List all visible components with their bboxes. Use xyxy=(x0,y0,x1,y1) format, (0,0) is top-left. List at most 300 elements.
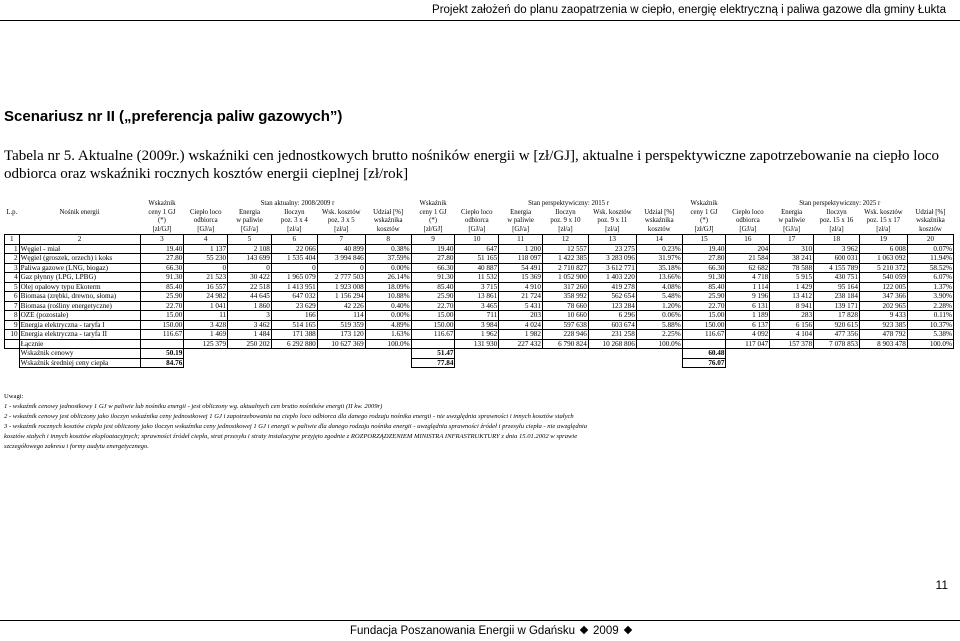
table-cell: 25.90 xyxy=(140,292,184,302)
avg-heat-price-row-label: Wskaźnik średniej ceny ciepła xyxy=(19,358,140,368)
table-cell: 1 413 951 xyxy=(271,282,317,292)
table-cell: 1 962 xyxy=(455,330,499,340)
col-header-4-line-2: odbiorca xyxy=(193,217,218,224)
table-cell: 514 165 xyxy=(271,320,317,330)
table-cell: 9 196 xyxy=(726,292,770,302)
col-header-10-line-1: Ciepło loco xyxy=(461,208,493,216)
table-cell: 150.00 xyxy=(411,320,455,330)
col-header-12-line-3: [zł/a] xyxy=(558,225,573,233)
note-3-cont2: szczegółowego zakresu i formy audytu energetycznego. xyxy=(4,443,149,450)
table-cell: 17 828 xyxy=(814,311,860,321)
table-cell: 310 xyxy=(770,244,814,254)
col-number: 5 xyxy=(228,235,272,245)
table-cell: 478 792 xyxy=(859,330,907,340)
col-header-14-line-2: wskaźnika xyxy=(644,217,674,224)
table-cell: 647 032 xyxy=(271,292,317,302)
table-cell: 477 356 xyxy=(814,330,860,340)
table-cell: 3 612 771 xyxy=(588,263,636,273)
avg-heat-price-row xyxy=(5,358,954,368)
col-number: 13 xyxy=(588,235,636,245)
group-label-wsk-1: Wskaźnik xyxy=(148,200,176,207)
col-header-19-line-2: poz. 15 x 17 xyxy=(866,217,901,224)
table-cell: 4 024 xyxy=(499,320,543,330)
table-cell: 139 171 xyxy=(814,301,860,311)
page-number: 11 xyxy=(935,578,948,592)
table-cell: 150.00 xyxy=(682,320,726,330)
col-number: 1 xyxy=(5,235,20,245)
table-cell: 3 428 xyxy=(184,320,228,330)
table-cell: 4 718 xyxy=(726,273,770,283)
col-header-13-line-2: poz. 9 x 11 xyxy=(597,217,628,224)
table-cell: 0.11% xyxy=(907,311,953,321)
table-cell: 44 645 xyxy=(228,292,272,302)
table-cell: 23 629 xyxy=(271,301,317,311)
col-header-5-line-2: w paliwie xyxy=(236,217,263,224)
table-cell: 6.07% xyxy=(907,273,953,283)
table-cell: 23 275 xyxy=(588,244,636,254)
col-header-17-line-2: w paliwie xyxy=(778,217,805,224)
col-header-20-line-1: Udział [%] xyxy=(915,208,946,216)
avg-heat-price-row-value-2009: 84.76 xyxy=(140,358,184,368)
col-number: 14 xyxy=(636,235,682,245)
table-row xyxy=(5,244,954,254)
table-cell: 78 588 xyxy=(770,263,814,273)
table-cell: 11 xyxy=(184,311,228,321)
table-cell: 3 962 xyxy=(814,244,860,254)
table-cell: 31.97% xyxy=(636,254,682,264)
table-cell: 5.38% xyxy=(907,330,953,340)
table-cell: 3 xyxy=(5,263,20,273)
table-cell: 600 031 xyxy=(814,254,860,264)
col-header-6-line-2: poz. 3 x 4 xyxy=(280,217,308,224)
col-number: 20 xyxy=(907,235,953,245)
table-cell: 203 xyxy=(499,311,543,321)
table-cell: 27.80 xyxy=(682,254,726,264)
table-cell: 21 523 xyxy=(184,273,228,283)
header-rule xyxy=(0,20,960,21)
table-cell: 22.70 xyxy=(411,301,455,311)
table-cell: 91.30 xyxy=(140,273,184,283)
col-number: 4 xyxy=(184,235,228,245)
energy-carrier-cell: OZE (pozostałe) xyxy=(19,311,140,321)
col-header-12-line-1: Iloczyn xyxy=(555,208,576,216)
table-cell: 1.63% xyxy=(365,330,411,340)
table-cell: 85.40 xyxy=(682,282,726,292)
diamond-icon xyxy=(580,626,588,634)
notes-title: Uwagi: xyxy=(4,393,24,400)
col-header-18-line-3: [zł/a] xyxy=(829,225,844,233)
table-cell: 3 715 xyxy=(455,282,499,292)
col-header-7-line-1: Wsk. kosztów xyxy=(321,208,361,216)
table-cell: 3 984 xyxy=(455,320,499,330)
col-header-20-line-2: wskaźnika xyxy=(916,217,945,224)
table-row xyxy=(5,292,954,302)
table-cell: 9 xyxy=(5,320,20,330)
table-cell: 35.18% xyxy=(636,263,682,273)
energy-carrier-cell: Energia elektryczna - taryfa II xyxy=(19,330,140,340)
col-lp-header: L.p. xyxy=(6,208,18,216)
table-cell: 171 388 xyxy=(271,330,317,340)
col-header-11-line-2: w paliwie xyxy=(507,217,534,224)
col-header-3-line-3: [zł/GJ] xyxy=(152,225,172,233)
table-cell: 597 638 xyxy=(542,320,588,330)
table-cell: 283 xyxy=(770,311,814,321)
table-cell: 16 557 xyxy=(184,282,228,292)
total-cell: 100.0% xyxy=(365,339,411,349)
table-cell: 8 941 xyxy=(770,301,814,311)
table-cell: 519 359 xyxy=(317,320,365,330)
table-cell: 11 532 xyxy=(455,273,499,283)
table-cell: 3 462 xyxy=(228,320,272,330)
col-header-9-line-1: ceny 1 GJ xyxy=(419,208,447,216)
col-header-7-line-2: poz. 3 x 5 xyxy=(327,217,355,224)
table-cell: 8 xyxy=(5,311,20,321)
table-cell: 91.30 xyxy=(411,273,455,283)
table-cell: 19.40 xyxy=(411,244,455,254)
table-cell: 37.59% xyxy=(365,254,411,264)
group-label-wsk-2: Wskaźnik xyxy=(419,200,447,207)
table-cell: 2 108 xyxy=(228,244,272,254)
note-2: 2 - wskaźnik cenowy jest obliczony jako iloczyn wskaźnika ceny jednostkowej 1 GJ i zapotrzebowania na ciepło loco odbiorca dla danego rodzaju nośnika energii - nie uwzględnia sprawności i innych kosztów stałych xyxy=(4,413,574,420)
footer-org: Fundacja Poszanowania Energii w Gdańsku xyxy=(350,625,576,637)
table-cell: 0.00% xyxy=(365,263,411,273)
total-label: Łącznie xyxy=(19,339,140,349)
table-cell: 238 184 xyxy=(814,292,860,302)
total-cell: 250 202 xyxy=(228,339,272,349)
table-cell: 123 284 xyxy=(588,301,636,311)
col-header-13-line-3: [zł/a] xyxy=(605,225,620,233)
note-1: 1 - wskaźnik cenowy jednostkowy 1 GJ w paliwie lub nośniku energii - jest obliczony wg. aktualnych cen brutto nośników energii (II kw. 2009r) xyxy=(4,403,383,410)
col-number: 2 xyxy=(19,235,140,245)
table-cell: 1 484 xyxy=(228,330,272,340)
table-cell: 66.30 xyxy=(682,263,726,273)
table-cell: 0.40% xyxy=(365,301,411,311)
col-header-19-line-1: Wsk. kosztów xyxy=(864,208,903,216)
table-cell: 18.09% xyxy=(365,282,411,292)
table-cell: 4 910 xyxy=(499,282,543,292)
col-header-17-line-3: [GJ/a] xyxy=(783,225,801,233)
col-header-15-line-1: ceny 1 GJ xyxy=(690,208,718,216)
table-cell: 25.90 xyxy=(682,292,726,302)
footer xyxy=(350,625,637,637)
col-header-8-line-3: kosztów xyxy=(376,225,400,233)
total-cell: 100.0% xyxy=(907,339,953,349)
table-cell: 4 xyxy=(5,273,20,283)
table-cell: 26.14% xyxy=(365,273,411,283)
table-cell: 118 097 xyxy=(499,254,543,264)
energy-carrier-cell: Biomasa (rośliny energetyczne) xyxy=(19,301,140,311)
total-cell: 8 903 478 xyxy=(859,339,907,349)
table-cell: 0.00% xyxy=(365,311,411,321)
table-cell: 15 369 xyxy=(499,273,543,283)
table-cell: 231 258 xyxy=(588,330,636,340)
energy-carrier-cell: Węgiel (groszek, orzech) i koks xyxy=(19,254,140,264)
table-cell: 85.40 xyxy=(140,282,184,292)
col-number: 12 xyxy=(542,235,588,245)
page-header: Projekt założeń do planu zaopatrzenia w ciepło, energię elektryczną i paliwa gazowe dla gminy Łukta xyxy=(432,4,946,16)
group-header-2009: Stan aktualny: 2008/2009 r xyxy=(260,200,335,207)
total-cell xyxy=(140,339,184,349)
table-cell: 1 469 xyxy=(184,330,228,340)
table-cell: 0 xyxy=(228,263,272,273)
table-cell: 95 164 xyxy=(814,282,860,292)
total-cell: 10 627 369 xyxy=(317,339,365,349)
table-cell: 0.23% xyxy=(636,244,682,254)
col-header-18-line-1: Iloczyn xyxy=(826,208,847,216)
col-header-7-line-3: [zł/a] xyxy=(334,225,349,233)
table-cell: 78 660 xyxy=(542,301,588,311)
table-cell: 40 887 xyxy=(455,263,499,273)
table-cell: 30 422 xyxy=(228,273,272,283)
table-cell: 1 052 900 xyxy=(542,273,588,283)
total-cell: 6 790 824 xyxy=(542,339,588,349)
table-cell: 10 660 xyxy=(542,311,588,321)
table-cell: 1 137 xyxy=(184,244,228,254)
col-header-6-line-3: [zł/a] xyxy=(287,225,302,233)
table-row xyxy=(5,273,954,283)
table-cell: 22.70 xyxy=(140,301,184,311)
table-cell: 19.40 xyxy=(682,244,726,254)
table-cell: 5 xyxy=(5,282,20,292)
group-header-2015: Stan perspektywiczny: 2015 r xyxy=(528,200,610,207)
col-header-9-line-3: [zł/GJ] xyxy=(423,225,443,233)
table-cell: 5 210 372 xyxy=(859,263,907,273)
table-cell: 6 156 xyxy=(770,320,814,330)
total-cell: 117 047 xyxy=(726,339,770,349)
table-cell: 1 923 008 xyxy=(317,282,365,292)
column-numbers-row xyxy=(5,235,954,245)
table-cell: 1 063 092 xyxy=(859,254,907,264)
table-cell: 22 518 xyxy=(228,282,272,292)
note-3-cont: kosztów stałych i innych kosztów eksploatacyjnych; sprawności źródeł ciepła, strat przesyłu i straty instalacyjne przyjęto zgodnie z ROZPORZĄDZENIEM MINISTRA INFRASTRUKTURY z dnia 15.01.2002 w sprawie xyxy=(4,433,578,440)
table-cell: 0.07% xyxy=(907,244,953,254)
table-cell: 3.90% xyxy=(907,292,953,302)
table-cell: 2.25% xyxy=(636,330,682,340)
table-cell: 711 xyxy=(455,311,499,321)
table-cell: 25.90 xyxy=(411,292,455,302)
total-cell xyxy=(682,339,726,349)
footer-year: 2009 xyxy=(593,625,619,637)
table-cell: 116.67 xyxy=(140,330,184,340)
table-cell: 10.37% xyxy=(907,320,953,330)
col-header-15-line-2: (*) xyxy=(700,217,709,224)
col-header-4-line-1: Ciepło loco xyxy=(189,208,222,216)
col-number: 7 xyxy=(317,235,365,245)
table-cell: 0 xyxy=(317,263,365,273)
table-cell: 540 059 xyxy=(859,273,907,283)
table-cell: 317 260 xyxy=(542,282,588,292)
table-cell: 54 491 xyxy=(499,263,543,273)
table-cell: 19.40 xyxy=(140,244,184,254)
table-cell: 3 xyxy=(228,311,272,321)
col-header-12-line-2: poz. 9 x 10 xyxy=(550,217,581,224)
total-cell: 10 268 806 xyxy=(588,339,636,349)
col-number: 10 xyxy=(455,235,499,245)
table-cell: 1.20% xyxy=(636,301,682,311)
table-cell: 0.38% xyxy=(365,244,411,254)
table-cell: 10.88% xyxy=(365,292,411,302)
total-cell: 131 930 xyxy=(455,339,499,349)
table-cell: 1 114 xyxy=(726,282,770,292)
table-cell: 66.30 xyxy=(140,263,184,273)
note-3: 3 - wskaźnik rocznych kosztów ciepła jest obliczony jako iloczyn wskaźnika ceny jednostkowej 1 GJ i energii w paliwie dla danego rodzaju nośnika energii - uwzględnia sprawności źródeł i przesyłu ciepła - nie uwzględnia xyxy=(4,423,588,430)
table-cell: 66.30 xyxy=(411,263,455,273)
table-cell: 91.30 xyxy=(682,273,726,283)
table-cell: 27.80 xyxy=(411,254,455,264)
col-header-10-line-3: [GJ/a] xyxy=(468,225,486,233)
table-cell: 2 710 827 xyxy=(542,263,588,273)
table-cell: 22.70 xyxy=(682,301,726,311)
avg-heat-price-row-value-2015: 77.84 xyxy=(411,358,455,368)
avg-heat-price-row-value-2025: 76.07 xyxy=(682,358,726,368)
data-table-wrapper xyxy=(4,200,954,368)
energy-carrier-cell: Energia elektryczna - taryfa I xyxy=(19,320,140,330)
table-cell: 647 xyxy=(455,244,499,254)
table-row xyxy=(5,311,954,321)
table-cell: 13 412 xyxy=(770,292,814,302)
table-cell: 116.67 xyxy=(682,330,726,340)
price-index-row xyxy=(5,349,954,359)
col-number: 18 xyxy=(814,235,860,245)
table-cell: 6 137 xyxy=(726,320,770,330)
table-cell: 6 xyxy=(5,292,20,302)
table-cell: 4 092 xyxy=(726,330,770,340)
table-cell: 1 429 xyxy=(770,282,814,292)
total-cell: 100.0% xyxy=(636,339,682,349)
table-cell: 21 724 xyxy=(499,292,543,302)
table-cell: 2.28% xyxy=(907,301,953,311)
table-cell: 27.80 xyxy=(140,254,184,264)
col-header-14-line-1: Udział [%] xyxy=(644,208,675,216)
group-label-wsk-3: Wskaźnik xyxy=(690,200,718,207)
table-cell: 2 xyxy=(5,254,20,264)
table-cell: 166 xyxy=(271,311,317,321)
col-header-8-line-2: wskaźnika xyxy=(373,217,403,224)
energy-carrier-cell: Paliwa gazowe (LNG, biogaz) xyxy=(19,263,140,273)
table-row xyxy=(5,254,954,264)
col-header-5-line-1: Energia xyxy=(238,208,260,216)
col-number: 15 xyxy=(682,235,726,245)
table-cell: 1 189 xyxy=(726,311,770,321)
table-cell: 0 xyxy=(271,263,317,273)
table-cell: 15.00 xyxy=(682,311,726,321)
col-number: 9 xyxy=(411,235,455,245)
table-cell: 430 751 xyxy=(814,273,860,283)
table-cell: 150.00 xyxy=(140,320,184,330)
table-cell: 3 283 096 xyxy=(588,254,636,264)
price-index-row-label: Wskaźnik cenowy xyxy=(19,349,140,359)
table-cell: 62 682 xyxy=(726,263,770,273)
table-cell: 173 120 xyxy=(317,330,365,340)
table-cell: 923 385 xyxy=(859,320,907,330)
total-cell: 7 078 853 xyxy=(814,339,860,349)
col-number: 17 xyxy=(770,235,814,245)
table-cell: 5 431 xyxy=(499,301,543,311)
table-cell: 3 465 xyxy=(455,301,499,311)
col-header-8-line-1: Udział [%] xyxy=(373,208,404,216)
col-header-15-line-3: [zł/GJ] xyxy=(694,225,714,233)
table-cell: 920 615 xyxy=(814,320,860,330)
price-index-row-value-2025: 60.48 xyxy=(682,349,726,359)
col-header-11-line-3: [GJ/a] xyxy=(512,225,530,233)
table-cell: 38 241 xyxy=(770,254,814,264)
table-cell: 1 860 xyxy=(228,301,272,311)
total-cell: 125 379 xyxy=(184,339,228,349)
table-cell: 42 226 xyxy=(317,301,365,311)
col-number: 6 xyxy=(271,235,317,245)
table-cell: 85.40 xyxy=(411,282,455,292)
table-cell: 419 278 xyxy=(588,282,636,292)
table-cell: 358 992 xyxy=(542,292,588,302)
energy-carrier-cell: Biomasa (zrębki, drewno, słoma) xyxy=(19,292,140,302)
col-header-18-line-2: poz. 15 x 16 xyxy=(819,217,854,224)
energy-carrier-cell: Olej opałowy typu Ekoterm xyxy=(19,282,140,292)
table-row xyxy=(5,301,954,311)
col-header-14-line-3: kosztów xyxy=(647,225,671,233)
table-cell: 5 915 xyxy=(770,273,814,283)
table-cell: 51 165 xyxy=(455,254,499,264)
col-nosnik-header: Nośnik energii xyxy=(59,208,100,216)
diamond-icon xyxy=(623,626,631,634)
table-cell: 40 899 xyxy=(317,244,365,254)
table-cell: 5.48% xyxy=(636,292,682,302)
col-header-13-line-1: Wsk. kosztów xyxy=(593,208,632,216)
table-cell: 1 200 xyxy=(499,244,543,254)
col-header-17-line-1: Energia xyxy=(781,208,803,216)
total-cell: 157 378 xyxy=(770,339,814,349)
table-cell: 22 066 xyxy=(271,244,317,254)
data-table xyxy=(4,200,954,368)
table-cell: 55 230 xyxy=(184,254,228,264)
table-cell: 0 xyxy=(184,263,228,273)
table-row xyxy=(5,263,954,273)
total-row xyxy=(5,339,954,349)
total-cell xyxy=(411,339,455,349)
col-header-16-line-2: odbiorca xyxy=(735,217,760,224)
table-cell: 7 xyxy=(5,301,20,311)
col-header-16-line-1: Ciepło loco xyxy=(732,208,764,216)
col-number: 8 xyxy=(365,235,411,245)
total-cell: 227 432 xyxy=(499,339,543,349)
table-cell: 21 584 xyxy=(726,254,770,264)
col-header-4-line-3: [GJ/a] xyxy=(197,225,215,233)
table-cell: 4 104 xyxy=(770,330,814,340)
table-cell: 603 674 xyxy=(588,320,636,330)
col-header-6-line-1: Iloczyn xyxy=(284,208,305,216)
table-cell: 0.06% xyxy=(636,311,682,321)
table-cell: 24 982 xyxy=(184,292,228,302)
col-header-3-line-1: ceny 1 GJ xyxy=(148,208,176,216)
energy-carrier-cell: Gaz płynny (LPG, LPBG) xyxy=(19,273,140,283)
table-cell: 1 156 294 xyxy=(317,292,365,302)
table-cell: 122 005 xyxy=(859,282,907,292)
table-cell: 1 041 xyxy=(184,301,228,311)
notes xyxy=(4,392,587,452)
table-cell: 1 403 220 xyxy=(588,273,636,283)
table-cell: 4.89% xyxy=(365,320,411,330)
col-number: 19 xyxy=(859,235,907,245)
price-index-row-value-2015: 51.47 xyxy=(411,349,455,359)
table-cell: 4 155 789 xyxy=(814,263,860,273)
table-cell: 202 965 xyxy=(859,301,907,311)
table-cell: 15.00 xyxy=(411,311,455,321)
table-cell: 347 366 xyxy=(859,292,907,302)
table-row xyxy=(5,320,954,330)
col-header-11-line-1: Energia xyxy=(510,208,532,216)
table-cell: 4.08% xyxy=(636,282,682,292)
col-header-9-line-2: (*) xyxy=(429,217,437,224)
table-cell: 1 xyxy=(5,244,20,254)
